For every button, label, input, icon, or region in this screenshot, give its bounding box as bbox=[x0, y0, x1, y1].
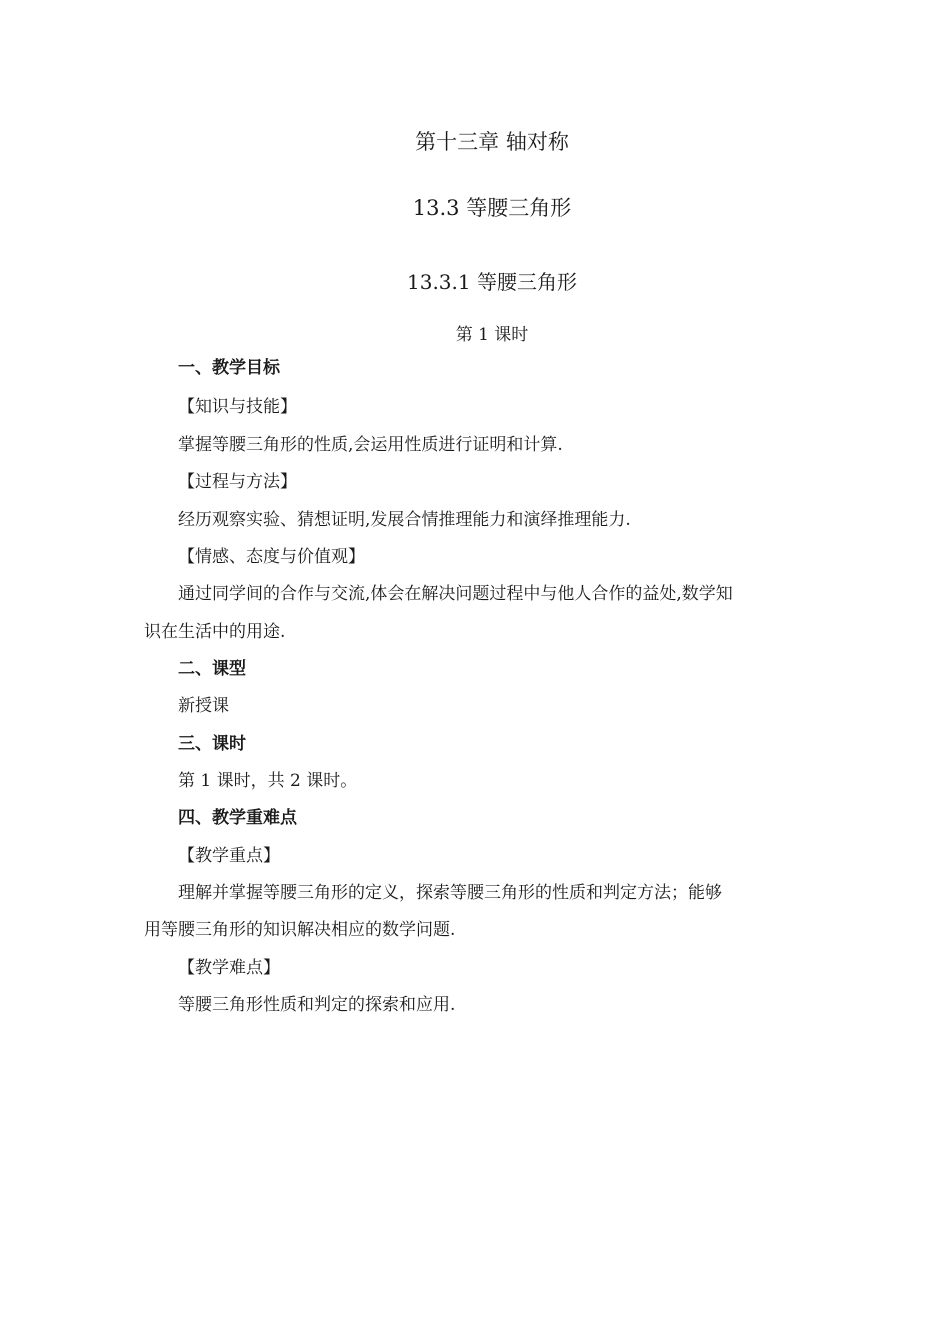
process-text: 经历观察实验、猜想证明,发展合情推理能力和演绎推理能力. bbox=[178, 510, 631, 530]
periods-text: 第 1 课时，共 2 课时。 bbox=[178, 771, 358, 791]
attitude-label: 【情感、态度与价值观】 bbox=[178, 547, 365, 567]
attitude-text-line1: 通过同学间的合作与交流,体会在解决问题过程中与他人合作的益处,数学知 bbox=[178, 584, 733, 604]
objectives-heading: 一、教学目标 bbox=[178, 358, 280, 378]
knowledge-label: 【知识与技能】 bbox=[178, 397, 297, 417]
difficult-label: 【教学难点】 bbox=[178, 958, 280, 978]
process-label: 【过程与方法】 bbox=[178, 472, 297, 492]
chapter-title: 第十三章 轴对称 bbox=[415, 130, 569, 154]
key-points-heading: 四、教学重难点 bbox=[178, 808, 297, 828]
attitude-text-line2: 识在生活中的用途. bbox=[144, 622, 286, 642]
knowledge-text: 掌握等腰三角形的性质,会运用性质进行证明和计算. bbox=[178, 435, 563, 455]
difficult-text: 等腰三角形性质和判定的探索和应用. bbox=[178, 995, 456, 1015]
lesson-type-text: 新授课 bbox=[178, 696, 229, 716]
periods-heading: 三、课时 bbox=[178, 734, 246, 754]
lesson-type-heading: 二、课型 bbox=[178, 659, 246, 679]
key-text-line2: 用等腰三角形的知识解决相应的数学问题. bbox=[144, 920, 456, 940]
subsection-title: 13.3.1 等腰三角形 bbox=[407, 270, 577, 294]
key-label: 【教学重点】 bbox=[178, 846, 280, 866]
key-text-line1: 理解并掌握等腰三角形的定义，探索等腰三角形的性质和判定方法；能够 bbox=[178, 883, 722, 903]
lesson-title: 第 1 课时 bbox=[455, 325, 529, 345]
section-title: 13.3 等腰三角形 bbox=[412, 196, 572, 220]
